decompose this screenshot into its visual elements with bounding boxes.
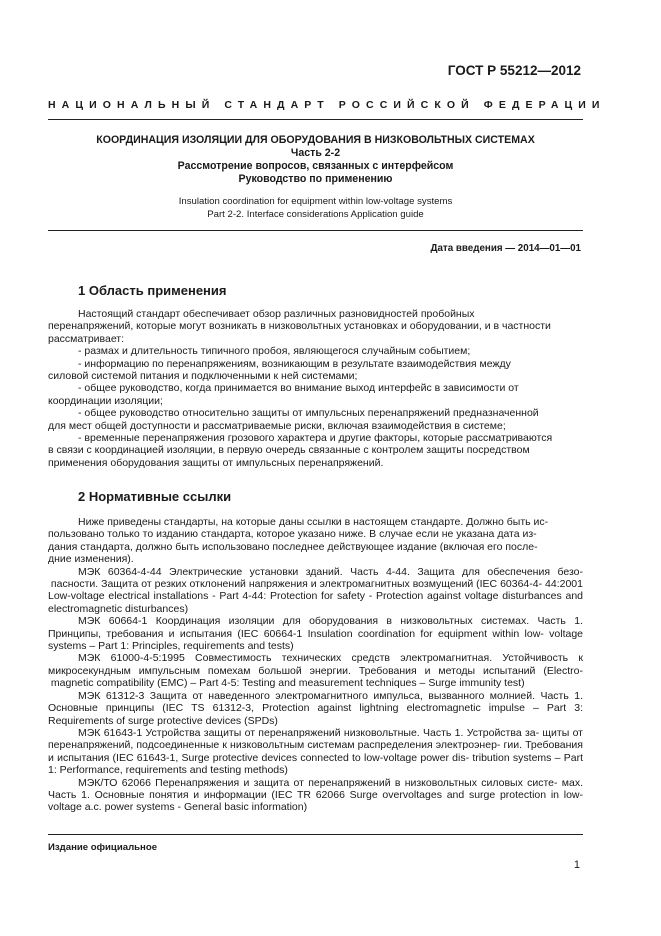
official-edition-label: Издание официальное xyxy=(48,842,158,853)
reference-item: МЭК 61000-4-5:1995 Совместимость технических средств электромагнитная. Устойчивость к микросекундным импульсным помехам большой энергии. Требования и методы испытаний (Electro- magnetic compatibility (EMC) – Part 4-5: Testing and measurement techniques – Surge immunity test) xyxy=(48,652,583,690)
text-line: дания стандарта, должно быть использовано последнее действующее издание (включая его после- xyxy=(48,540,538,553)
text-line: пользовано только то изданию стандарта, которое указано ниже. В случае если не указана дата из- xyxy=(48,528,537,541)
english-title-line-1: Insulation coordination for equipment within low-voltage systems xyxy=(178,196,453,207)
header-divider xyxy=(48,119,583,120)
text-line: Ниже приведены стандарты, на которые даны ссылки в настоящем стандарте. Должно быть ис- xyxy=(78,516,549,528)
reference-item: МЭК/ТО 62066 Перенапряжения и защита от перенапряжений в низковольтных силовых систе- мах. Часть 1. Основные понятия и информации (IEC TR 62066 Surge overvoltages and surge protection in low-voltage a.c. power systems - General basic information) xyxy=(48,776,583,814)
reference-item: МЭК 60664-1 Координация изоляции для оборудования в низковольтных системах. Часть 1. Принципы, требования и испытания (IEC 60664-1 Insulation coordination for equipment within low- voltage systems – Part 1: Principles, requirements and tests) xyxy=(48,615,583,653)
text-line: перенапряжений, которые могут возникать в низковольтных установках и оборудовании, и в частности xyxy=(48,320,551,333)
text-line: - общее руководство относительно защиты от импульсных перенапряжений предназначенной xyxy=(78,407,539,420)
title-line-2: Часть 2-2 xyxy=(290,147,341,159)
standard-number: ГОСТ Р 55212—2012 xyxy=(447,63,581,78)
national-standard-banner: НАЦИОНАЛЬНЫЙ СТАНДАРТ РОССИЙСКОЙ ФЕДЕРАЦИИ xyxy=(48,99,606,111)
text-line: в связи с координацией изоляции, в первую очередь связанные с контролем защиты посредством xyxy=(48,444,530,457)
introduction-date: Дата введения — 2014—01—01 xyxy=(430,243,581,254)
section-1-body xyxy=(48,308,583,469)
text-line: Настоящий стандарт обеспечивает обзор различных разновидностей пробойных xyxy=(78,308,475,320)
english-title-line-2: Part 2-2. Interface considerations Application guide xyxy=(207,208,424,220)
text-line: - информацию по перенапряжениям, возникающим в результате взаимодействия между xyxy=(78,357,511,370)
reference-item: МЭК 61643-1 Устройства защиты от перенапряжений низковольтные. Часть 1. Устройства за- щиты от перенапряжений, подсоединенные к низковольтным системам распределения электроэнер- гии. Требования и испытания (IEC 61643-1, Surge protective devices connected to low-voltage power dis- tribution systems – Part 1: Performance, requirements and testing methods) xyxy=(48,726,583,777)
title-divider xyxy=(48,230,583,231)
reference-item: МЭК 60364-4-44 Электрические установки зданий. Часть 4-44. Защита для обеспечения безо- пасности. Защита от резких отклонений напряжения и электромагнитных возмущений (IEC 60364-4- 44:2001 Low-voltage electrical installations - Part 4-44: Protection for safety - Protection against voltage disturbances and electromagnetic disturbances) xyxy=(48,565,583,615)
page-number: 1 xyxy=(573,859,580,871)
reference-item: МЭК 61312-3 Защита от наведенного электромагнитного импульса, вызванного молнией. Часть 1. Основные принципы (IEC TS 61312-3, Protection against lightning electromagnetic impulse – Part 3: Requirements of surge protective devices (SPDs) xyxy=(48,689,583,727)
title-line-1: КООРДИНАЦИЯ ИЗОЛЯЦИИ ДЛЯ ОБОРУДОВАНИЯ В НИЗКОВОЛЬТНЫХ СИСТЕМАХ xyxy=(96,134,535,146)
text-line: - общее руководство, когда принимается во внимание выход интерфейс в зависимости от xyxy=(78,382,519,395)
text-line: координации изоляции; xyxy=(48,394,163,407)
footer-divider xyxy=(48,834,583,835)
text-line: для мест общей доступности и рассматриваемые риски, включая взаимодействия в системе; xyxy=(48,419,506,432)
text-line: дние изменения). xyxy=(48,553,134,566)
text-line: - временные перенапряжения грозового характера и другие факторы, которые рассматриваются xyxy=(78,432,553,445)
section-2-body xyxy=(48,516,583,814)
document-title xyxy=(48,134,583,186)
english-title xyxy=(48,196,583,221)
section-2-heading: 2 Нормативные ссылки xyxy=(78,489,232,504)
text-line: - размах и длительность типичного пробоя, являющегося случайным событием; xyxy=(78,345,471,358)
section-1-heading: 1 Область применения xyxy=(78,283,227,298)
text-line: силовой системой питания и подключенными к ней системами; xyxy=(48,370,358,383)
text-line: рассматривает: xyxy=(48,332,125,345)
text-line: применения оборудования защиты от импульсных перенапряжений. xyxy=(48,456,384,469)
title-line-3: Рассмотрение вопросов, связанных с интерфейсом xyxy=(177,160,454,172)
title-line-4: Руководство по применению xyxy=(238,173,393,185)
